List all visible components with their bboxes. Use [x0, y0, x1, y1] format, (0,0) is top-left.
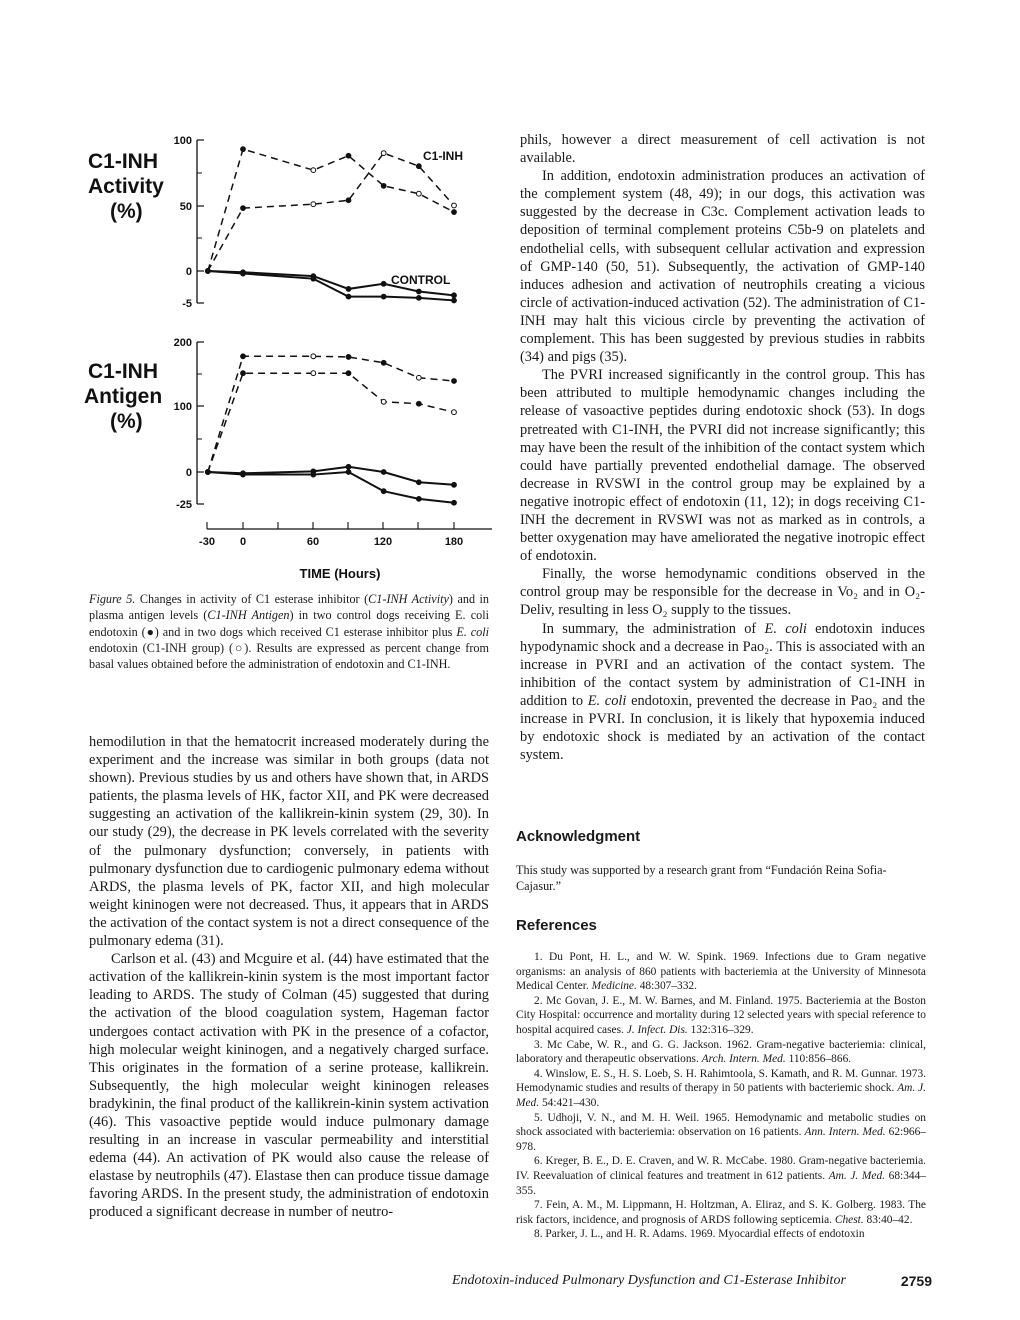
reference-item	[516, 1154, 926, 1198]
text-emphasis: E. coli	[764, 620, 807, 637]
ref-text: 1. Du Pont, H. L., and W. W. Spink. 1969. Infections due to Gram negative organisms: an analysis of 860 patients with bacteriemia at the University of Minnesota Medical Center.	[516, 951, 926, 993]
filled-circle-marker	[452, 298, 457, 303]
caption-text: endotoxin (C1-INH group) (○). Results are expressed as percent change from basal values obtained before the administration of endotoxin and C1-INH.	[89, 640, 489, 672]
reference-item	[516, 1067, 926, 1111]
ref-tail: 132:316–329.	[687, 1023, 754, 1036]
ref-tail: 83:40–42.	[863, 1213, 913, 1226]
open-circle-marker	[311, 354, 316, 359]
ref-journal: Am. J. Med.	[828, 1169, 886, 1182]
label-control: CONTROL	[391, 273, 451, 287]
xtick-neg30: -30	[199, 536, 215, 548]
filled-circle-marker	[346, 371, 351, 376]
filled-circle-marker	[381, 281, 386, 286]
paragraph: Finally, the worse hemodynamic conditions observed in the control group may be responsible for the decrease in Vo₂ and in O₂-Deliv, resulting in less O₂ supply to the tissues.	[520, 566, 925, 619]
references-heading: References	[516, 917, 597, 934]
top-ytick-0: 0	[185, 266, 192, 278]
reference-item	[516, 1198, 926, 1227]
filled-circle-marker	[205, 470, 210, 475]
ref-text: 5. Udhoji, V. N., and M. H. Weil. 1965. Hemodynamic and metabolic studies on shock associated with bacteriemia: observation on 16 patients.	[516, 1111, 926, 1139]
filled-circle-marker	[416, 295, 421, 300]
figure-5	[80, 120, 500, 590]
caption-text: Changes in activity of C1 esterase inhibitor (	[135, 592, 369, 606]
top-ytick-100: 100	[173, 135, 192, 147]
text-run: In summary, the administration of	[542, 620, 765, 637]
filled-circle-marker	[416, 164, 421, 169]
ref-tail: 62:966–978.	[516, 1126, 926, 1153]
bottom-ylabel-line-2: Antigen	[84, 385, 163, 408]
filled-circle-marker	[241, 472, 246, 477]
reference-item	[516, 950, 926, 994]
page-number: 2759	[900, 1273, 932, 1289]
filled-circle-marker	[381, 470, 386, 475]
filled-circle-marker	[241, 147, 246, 152]
reference-item	[516, 1111, 926, 1155]
label-c1-inh: C1-INH	[423, 149, 464, 163]
figure-caption	[89, 591, 489, 672]
top-ytick-50: 50	[179, 201, 192, 213]
figure-5-chart	[80, 120, 500, 590]
top-ytick-neg5: -5	[182, 298, 192, 310]
bottom-plot-area	[205, 354, 456, 505]
filled-circle-marker	[381, 294, 386, 299]
filled-circle-marker	[452, 379, 457, 384]
paragraph: phils, however a direct measurement of cell activation is not available.	[520, 132, 925, 167]
running-title: Endotoxin-induced Pulmonary Dysfunction and C1-Esterase Inhibitor	[452, 1273, 846, 1288]
filled-circle-marker	[241, 354, 246, 359]
filled-circle-marker	[346, 355, 351, 360]
bottom-ytick-100: 100	[173, 401, 192, 413]
reference-item	[516, 1227, 926, 1242]
filled-circle-marker	[381, 360, 386, 365]
filled-circle-marker	[416, 289, 421, 294]
caption-emphasis: C1-INH Antigen	[207, 608, 290, 623]
open-circle-marker	[452, 203, 457, 208]
filled-circle-marker	[241, 271, 246, 276]
top-ylabel-line-3: (%)	[110, 200, 143, 223]
top-yticks	[174, 135, 204, 310]
acknowledgment-heading: Acknowledgment	[516, 828, 641, 845]
filled-circle-marker	[311, 472, 316, 477]
xtick-0: 0	[239, 536, 247, 548]
ref-tail: 110:856–866.	[785, 1053, 852, 1066]
open-circle-marker	[311, 168, 316, 173]
ref-journal: Medicine.	[591, 980, 637, 993]
paragraph: In addition, endotoxin administration produces an activation of the complement system (48, 49); in our dogs, this activation was suggested by the decrease in C3c. Complement activation leads to deposition of terminal complement proteins C5b-9 on platelets and endothelial cells, with subsequent cellular activation and expression of GMP-140 (50, 51). Subsequently, the activation of GMP-140 induces adhesion and activation of neutrophils creating a vicious circle of activation-induced activation (52). The administration of C1-INH may halt this vicious circle by preventing the activation of complement. This has been suggested by previous studies in rabbits (34) and pigs (35).	[520, 168, 925, 366]
filled-circle-marker	[416, 401, 421, 406]
left-column	[89, 733, 489, 1222]
open-circle-marker	[452, 410, 457, 415]
ref-journal: Ann. Intern. Med.	[804, 1126, 886, 1139]
page-footer	[452, 1273, 932, 1289]
caption-text: ) in two control dogs receiving E. coli endotoxin (●) and in two dogs which received C1 esterase inhibitor plus	[89, 608, 489, 639]
ref-text: 7. Fein, A. M., M. Lippmann, H. Holtzman, A. Eliraz, and S. K. Golberg. 1983. The risk factors, incidence, and prognosis of ARDS following septicemia.	[516, 1199, 926, 1226]
bottom-ylabel-line-3: (%)	[110, 410, 143, 433]
xtick-60: 60	[306, 536, 320, 548]
ref-tail: 54:421–430.	[539, 1096, 600, 1109]
filled-circle-marker	[452, 210, 457, 215]
filled-circle-marker	[452, 500, 457, 505]
reference-item	[516, 994, 926, 1038]
open-circle-marker	[311, 371, 316, 376]
references-list	[516, 950, 926, 1242]
bottom-ytick-0: 0	[185, 467, 192, 479]
text-run: endotoxin, prevented the decrease in Pao₂ and the increase in PVRI. In conclusion, it is likely that hypoxemia induced by endotoxic shock is mediated by an activation of the contact system.	[520, 692, 925, 764]
filled-circle-marker	[381, 183, 386, 188]
c1-inh-series-line	[208, 373, 454, 472]
filled-circle-marker	[241, 206, 246, 211]
filled-circle-marker	[452, 293, 457, 298]
bottom-ytick-200: 200	[173, 337, 192, 349]
paragraph: Carlson et al. (43) and Mcguire et al. (44) have estimated that the activation of the kallikrein-kinin system is the most important factor leading to ARDS. The study of Colman (45) suggested that during the activation of the blood coagulation system, Hageman factor undergoes contact activation with PK in the presence of a cofactor, high molecular weight kininogen, and a negatively charged surface. This originates in the formation of a serine protease, kallikrein. Subsequently, the high molecular weight kininogen releases bradykinin, the final product of the kallikrein-kinin system activation (46). This vasoactive peptide would induce pulmonary damage resulting in an increase in vascular permeability and interstitial edema (44). An activation of PK would also cause the release of elastase by neutrophils (47). Elastase then can produce tissue damage favoring ARDS. In the present study, the administration of endotoxin produced a significant decrease in number of neutro-	[89, 951, 489, 1221]
paragraph-summary	[520, 620, 925, 765]
text-run: endotoxin induces hypodynamic shock and a decrease in Pao₂. This is associated with an increase in PVRI and an activation of the contact system. The inhibition of the contact system by administration of C1-INH in addition to	[520, 620, 925, 709]
filled-circle-marker	[205, 269, 210, 274]
filled-circle-marker	[241, 371, 246, 376]
top-ylabel-line-2: Activity	[88, 175, 164, 198]
c1-inh-series-line	[208, 153, 454, 271]
filled-circle-marker	[416, 480, 421, 485]
open-circle-marker	[381, 151, 386, 156]
bottom-ylabel-line-1: C1-INH	[88, 360, 159, 383]
x-axis-title: TIME (Hours)	[299, 566, 381, 581]
open-circle-marker	[381, 399, 386, 404]
text-emphasis: E. coli	[587, 692, 627, 709]
open-circle-marker	[416, 191, 421, 196]
caption-emphasis: C1-INH Activity	[368, 592, 449, 606]
x-axis	[199, 522, 492, 581]
filled-circle-marker	[452, 482, 457, 487]
xtick-180: 180	[444, 536, 464, 548]
ref-text: 4. Winslow, E. S., H. S. Loeb, S. H. Rahimtoola, S. Kamath, and R. M. Gunnar. 1973. Hemodynamic studies and results of therapy in 50 patients with bacteriemic shock.	[516, 1067, 926, 1095]
paragraph: hemodilution in that the hematocrit increased moderately during the experiment and the increase was similar in both groups (data not shown). Previous studies by us and others have shown that, in ARDS patients, the plasma levels of HK, factor XII, and PK were decreased suggesting an activation of the kallikrein-kinin system (29, 30). In our study (29), the decrease in PK levels correlated with the severity of the pulmonary dysfunction; conversely, in patients with pulmonary dysfunction due to cardiogenic pulmonary edema without ARDS, the plasma levels of PK, factor XII, and high molecular weight kininogen were not decreased. Thus, it appears that in ARDS the activation of the contact system is not a direct consequence of the pulmonary edema (31).	[89, 734, 489, 950]
filled-circle-marker	[381, 489, 386, 494]
ref-tail: 48:307–332.	[636, 980, 697, 993]
filled-circle-marker	[346, 153, 351, 158]
ref-journal: Chest.	[834, 1213, 864, 1226]
bottom-ytick-neg25: -25	[176, 499, 192, 511]
ref-text: 2. Mc Govan, J. E., M. W. Barnes, and M. Finland. 1975. Bacteriemia at the Boston City Hospital: occurrence and mortality during 12 selected years with special reference to hospital acquired cases.	[516, 994, 926, 1036]
filled-circle-marker	[346, 198, 351, 203]
acknowledgment-text: This study was supported by a research grant from “Fundación Reina Sofia-Cajasur.”	[516, 863, 887, 893]
ref-tail: 68:344–355.	[516, 1169, 926, 1197]
filled-circle-marker	[346, 464, 351, 469]
ref-journal: J. Infect. Dis.	[626, 1023, 688, 1036]
reference-item	[516, 1038, 926, 1067]
filled-circle-marker	[346, 470, 351, 475]
paragraph: The PVRI increased significantly in the control group. This has been attributed to multiple hemodynamic changes including the release of vasoactive peptides during endotoxic shock (53). In dogs pretreated with C1-INH, the PVRI did not increase significantly; this may have been the result of the inhibition of the contact system which could have partially prevented endothelial damage. The observed decrease in RVSWI in the control group may be explained by a negative inotropic effect of endotoxin (11, 12); in dogs receiving C1-INH the decrement in RVSWI was not as marked as in controls, a better oxygenation may have ameliorated the negative inotropic effect of endotoxin.	[520, 367, 925, 565]
filled-circle-marker	[346, 287, 351, 292]
ref-journal: Arch. Intern. Med.	[701, 1053, 786, 1066]
top-ylabel-line-1: C1-INH	[88, 150, 159, 173]
xtick-120: 120	[373, 536, 393, 548]
ref-text: 8. Parker, J. L., and H. R. Adams. 1969. Myocardial effects of endotoxin	[534, 1228, 865, 1241]
caption-label: Figure 5.	[89, 592, 136, 606]
filled-circle-marker	[416, 496, 421, 501]
open-circle-marker	[416, 375, 421, 380]
filled-circle-marker	[311, 276, 316, 281]
ref-text: 6. Kreger, B. E., D. E. Craven, and W. R. McCabe. 1980. Gram-negative bacteriemia. IV. Reevaluation of clinical features and treatment in 612 patients.	[516, 1155, 926, 1182]
filled-circle-marker	[346, 294, 351, 299]
right-column	[520, 131, 925, 764]
caption-text: ) and in plasma antigen levels (	[89, 592, 489, 623]
bottom-yticks	[174, 337, 204, 511]
ref-journal: Am. J. Med.	[516, 1082, 926, 1109]
open-circle-marker	[311, 202, 316, 207]
ref-text: 3. Mc Cabe, W. R., and G. G. Jackson. 1962. Gram-negative bacteriemia: clinical, laboratory and therapeutic observations.	[516, 1038, 926, 1066]
caption-emphasis: E. coli	[456, 624, 489, 639]
